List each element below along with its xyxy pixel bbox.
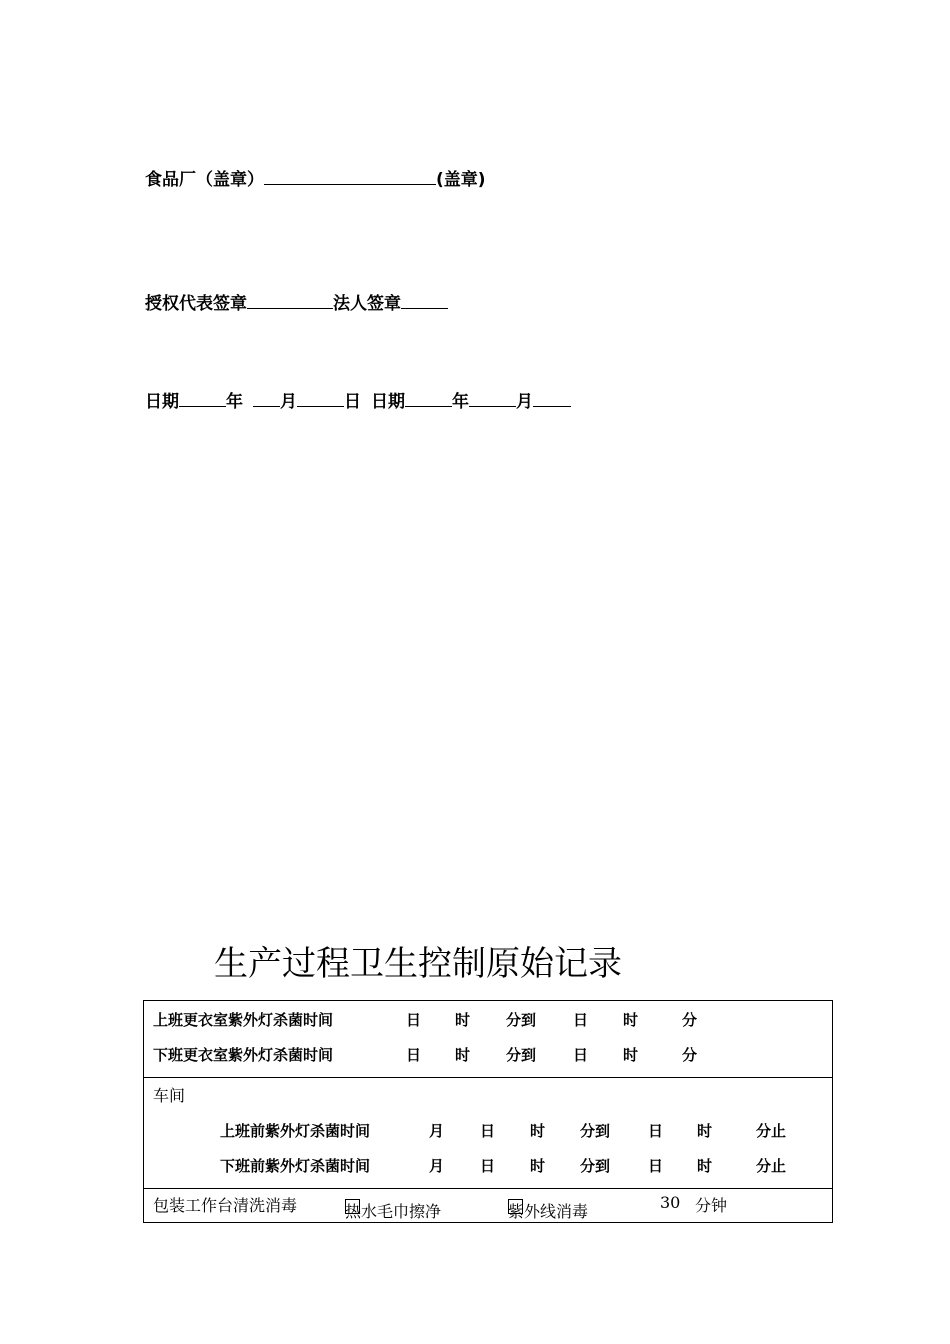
cell-text: 时 xyxy=(623,1011,639,1029)
cell-text: 时 xyxy=(697,1122,713,1140)
date-line xyxy=(145,387,571,412)
cell-text: 时 xyxy=(455,1011,471,1029)
cell-text: 日 xyxy=(573,1011,589,1029)
legal-sign-field[interactable] xyxy=(401,294,448,309)
packing-section xyxy=(144,1189,832,1222)
cell-text: 分到 xyxy=(580,1157,611,1175)
row-label: 上班更衣室紫外灯杀菌时间 xyxy=(153,1011,334,1029)
cell-text: 日 xyxy=(480,1122,496,1140)
cell-text: 日 xyxy=(480,1157,496,1175)
date1-year-label: 年 xyxy=(226,392,243,412)
cell-text: 日 xyxy=(573,1046,589,1064)
packing-row xyxy=(144,1189,832,1222)
option-label: 紫外线消毒 xyxy=(508,1202,589,1221)
date2-day-field[interactable] xyxy=(533,392,571,407)
second-seal-label: (盖章) xyxy=(436,170,486,190)
record-table xyxy=(143,1000,833,1223)
cell-text: 分 xyxy=(682,1011,698,1029)
workshop-label-row xyxy=(144,1080,832,1114)
row-label: 下班更衣室紫外灯杀菌时间 xyxy=(153,1046,334,1064)
cell-text: 分到 xyxy=(506,1011,537,1029)
date1-year-field[interactable] xyxy=(179,392,226,407)
cell-text: 月 xyxy=(429,1122,445,1140)
changing-room-section xyxy=(144,1001,832,1078)
date-label-2: 日期 xyxy=(371,392,405,412)
factory-seal-label: 食品厂（盖章） xyxy=(145,170,264,190)
cell-text: 日 xyxy=(406,1011,422,1029)
workshop-label: 车间 xyxy=(153,1086,186,1105)
row-label: 下班前紫外灯杀菌时间 xyxy=(220,1157,371,1175)
cell-text: 时 xyxy=(623,1046,639,1064)
date1-day-label: 日 xyxy=(344,392,361,412)
legal-sign-label: 法人签章 xyxy=(333,294,401,314)
factory-seal-field[interactable] xyxy=(264,170,436,185)
cell-text: 日 xyxy=(406,1046,422,1064)
cell-text: 日 xyxy=(648,1157,664,1175)
date-label-1: 日期 xyxy=(145,392,179,412)
date2-month-field[interactable] xyxy=(469,392,516,407)
date2-month-label: 月 xyxy=(516,392,533,412)
date2-year-label: 年 xyxy=(452,392,469,412)
page-title: 生产过程卫生控制原始记录 xyxy=(214,944,622,984)
cell-text: 时 xyxy=(697,1157,713,1175)
date2-year-field[interactable] xyxy=(405,392,452,407)
cell-text: 时 xyxy=(530,1157,546,1175)
rep-sign-field[interactable] xyxy=(247,294,333,309)
minutes-unit: 分钟 xyxy=(695,1196,728,1215)
cell-text: 分到 xyxy=(506,1046,537,1064)
table-row xyxy=(144,1149,832,1184)
table-row xyxy=(144,1114,832,1149)
workshop-section xyxy=(144,1078,832,1189)
table-row xyxy=(144,1003,832,1038)
date1-day-field[interactable] xyxy=(297,392,344,407)
row-label: 上班前紫外灯杀菌时间 xyxy=(220,1122,371,1140)
cell-text: 时 xyxy=(455,1046,471,1064)
signature-line xyxy=(145,289,448,314)
option-label: 热水毛巾擦净 xyxy=(345,1202,442,1221)
cell-text: 时 xyxy=(530,1122,546,1140)
minutes-value: 30 xyxy=(660,1193,681,1212)
table-row xyxy=(144,1038,832,1073)
factory-seal-line xyxy=(145,165,486,190)
cell-text: 分到 xyxy=(580,1122,611,1140)
cell-text: 分止 xyxy=(756,1122,787,1140)
cell-text: 日 xyxy=(648,1122,664,1140)
cell-text: 分 xyxy=(682,1046,698,1064)
rep-sign-label: 授权代表签章 xyxy=(145,294,247,314)
date1-month-field[interactable] xyxy=(253,392,280,407)
date1-month-label: 月 xyxy=(280,392,297,412)
packing-label: 包装工作台清洗消毒 xyxy=(153,1196,298,1215)
cell-text: 分止 xyxy=(756,1157,787,1175)
cell-text: 月 xyxy=(429,1157,445,1175)
